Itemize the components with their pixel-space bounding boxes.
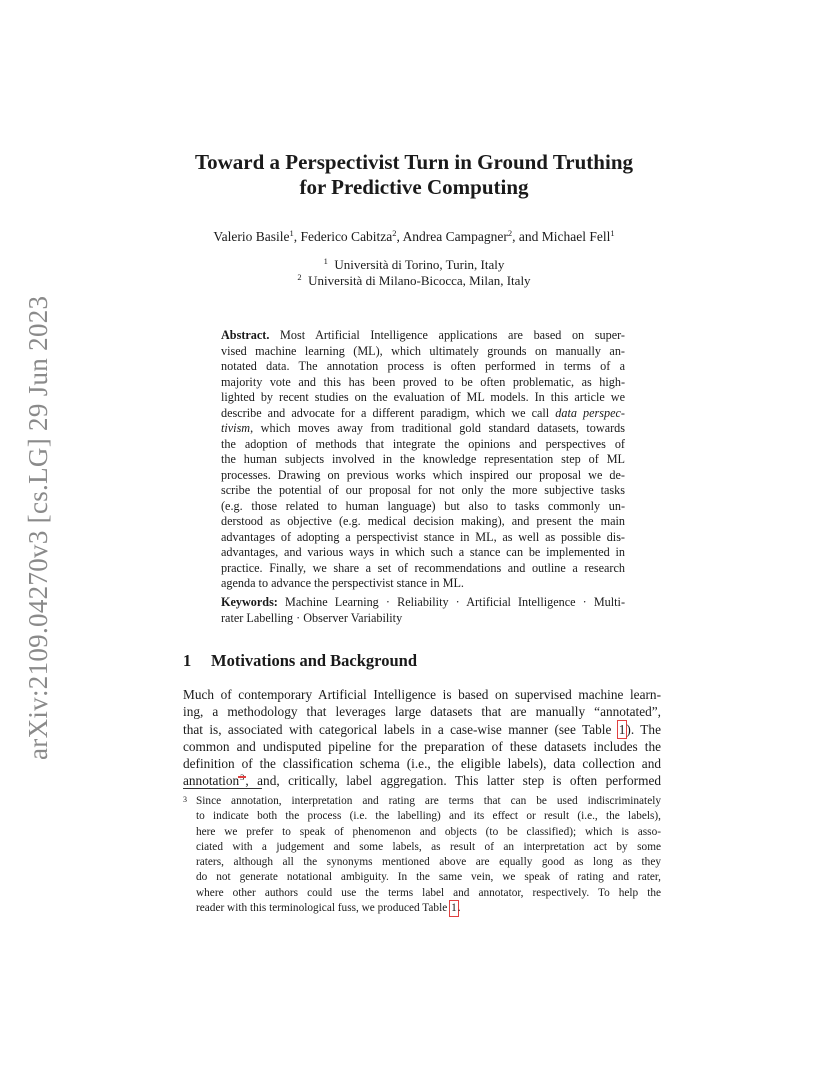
author-name: Valerio Basile <box>213 229 290 244</box>
author-name: Andrea Campagner <box>402 229 508 244</box>
abstract-line: advantages of adopting a perspectivist stance in ML, as well as possible dis- <box>221 529 625 544</box>
abstract-line: agenda to advance the perspectivist stance in ML. <box>221 576 464 590</box>
affiliation-item <box>150 273 678 289</box>
body-text: that is, associated with categorical labels in a case-wise manner (see Table <box>183 721 618 737</box>
abstract-line: practice. Finally, we share a set of recommendations and outline a research <box>221 560 625 575</box>
abstract-line: majority vote and this has been proved to be often problematic, as high- <box>221 374 625 389</box>
footnote-line: where other authors could use the terms label and annotator, respectively. To help the <box>196 886 661 899</box>
body-line: ing, a methodology that leverages large datasets that are manually “annotated”, <box>183 704 661 720</box>
abstract-line: the human subjects involved in the knowledge representation step of ML <box>221 452 625 466</box>
table-reference-link[interactable]: 1 <box>450 901 458 916</box>
abstract-label: Abstract. <box>221 328 270 342</box>
section-title: Motivations and Background <box>211 651 417 670</box>
abstract-line: derstood as objective (e.g. medical decision making), and present the main <box>221 514 625 528</box>
body-text: , and, critically, label aggregation. This latter step is often performed <box>245 773 661 789</box>
abstract-line: advantages, and various ways in which such a stance can be implemented in <box>221 545 625 559</box>
abstract-text: , which moves away from traditional gold standard datasets, towards <box>250 421 625 435</box>
keywords-line: rater Labelling · Observer Variability <box>221 611 403 625</box>
affiliation-text: Università di Milano-Bicocca, Milan, Italy <box>308 273 531 288</box>
abstract <box>221 328 625 592</box>
footnote-line: here we prefer to speak of phenomenon and objects (to be classified); which is asso- <box>196 825 661 838</box>
abstract-line <box>221 421 625 437</box>
body-line: annotation$^3$, and, critically, label aggregation. This latter step is often performed <box>183 772 661 789</box>
abstract-text: Most Artificial Intelligence applications are based on super- <box>269 328 625 342</box>
body-line <box>183 721 661 738</box>
footnote-text: reader with this terminological fuss, we produced Table <box>196 902 451 915</box>
affiliation-mark: 1 <box>323 256 328 266</box>
abstract-line: notated data. The annotation process is often performed in terms of a <box>221 359 625 373</box>
abstract-italic-term: tivism <box>221 421 251 435</box>
body-line: Much of contemporary Artificial Intelligence is based on supervised machine learn- <box>183 687 661 702</box>
footnote-body <box>196 794 661 916</box>
footnote-line: raters, although all the synonyms mentioned above are equally good as long as they <box>196 856 661 869</box>
affiliation-list <box>150 257 678 289</box>
body-text: annotation <box>183 773 240 789</box>
abstract-line <box>221 406 625 422</box>
footnote-line <box>196 901 661 916</box>
affiliation-mark: 2 <box>392 228 397 238</box>
affiliation-mark: 2 <box>297 272 302 282</box>
keywords-line <box>221 594 625 610</box>
body-line: common and undisputed pipeline for the preparation of these datasets includes the <box>183 738 661 754</box>
author-list <box>150 229 678 245</box>
footnote-mark: 3 <box>183 795 187 804</box>
footnote-text: . <box>457 902 461 915</box>
abstract-line: processes. Drawing on previous works which inspired our proposal we de- <box>221 467 625 482</box>
footnote-line: ciated with a judgement and some labels, as result of an interpretation act by some <box>196 840 661 853</box>
abstract-line <box>221 328 625 344</box>
affiliation-text: Università di Torino, Turin, Italy <box>334 257 505 272</box>
section-heading <box>183 651 417 671</box>
keywords <box>221 594 625 626</box>
body-text: ). The <box>626 721 661 737</box>
title-line-2: for Predictive Computing <box>299 175 529 199</box>
abstract-line: the adoption of methods that integrate the opinions and perspectives of <box>221 436 625 451</box>
abstract-line: scribe the potential of our proposal for not only the more subjective tasks <box>221 483 625 497</box>
footnote-line: to indicate both the process (i.e. the labelling) and its effect or result (i.e., the labels), <box>196 810 661 823</box>
abstract-text: describe and advocate for a different paradigm, which we call <box>221 405 556 420</box>
section-number: 1 <box>183 651 192 670</box>
footnote-divider <box>183 788 262 789</box>
abstract-line: vised machine learning (ML), which ultimately grounds on manually an- <box>221 343 625 358</box>
abstract-italic-term: data perspec- <box>555 405 625 420</box>
keywords-label: Keywords: <box>221 595 278 609</box>
author-separator: , and <box>512 229 542 244</box>
author-name: Michael Fell <box>541 229 611 244</box>
affiliation-mark: 1 <box>610 228 615 238</box>
keywords-text: Machine Learning · Reliability · Artificial Intelligence · Multi- <box>277 595 625 609</box>
table-reference-link[interactable]: 1 <box>618 721 626 737</box>
arxiv-identifier-stamp: arXiv:2109.04270v3 [cs.LG] 29 Jun 2023 <box>23 295 53 760</box>
footnote <box>183 794 661 916</box>
author-separator: , <box>396 229 403 244</box>
affiliation-mark: 1 <box>289 228 294 238</box>
author-name: Federico Cabitza <box>300 229 393 244</box>
footnote-line: do not generate notational ambiguity. In the same vein, we speak of rating and rater, <box>196 871 661 884</box>
affiliation-item <box>150 257 678 273</box>
body-paragraph <box>183 686 661 790</box>
abstract-line: lighted by recent studies on the evaluation of ML models. In this article we <box>221 390 625 404</box>
paper-title <box>150 150 678 200</box>
title-line-1: Toward a Perspectivist Turn in Ground Truthing <box>195 150 633 174</box>
body-line: definition of the classification schema (i.e., the eligible labels), data collection and <box>183 756 661 772</box>
footnote-line: Since annotation, interpretation and rating are terms that can be used indiscriminately <box>196 795 661 807</box>
affiliation-mark: 2 <box>507 228 513 238</box>
abstract-line: (e.g. those related to human language) but also to tasks commonly un- <box>221 498 625 513</box>
author-separator: , <box>293 229 301 244</box>
